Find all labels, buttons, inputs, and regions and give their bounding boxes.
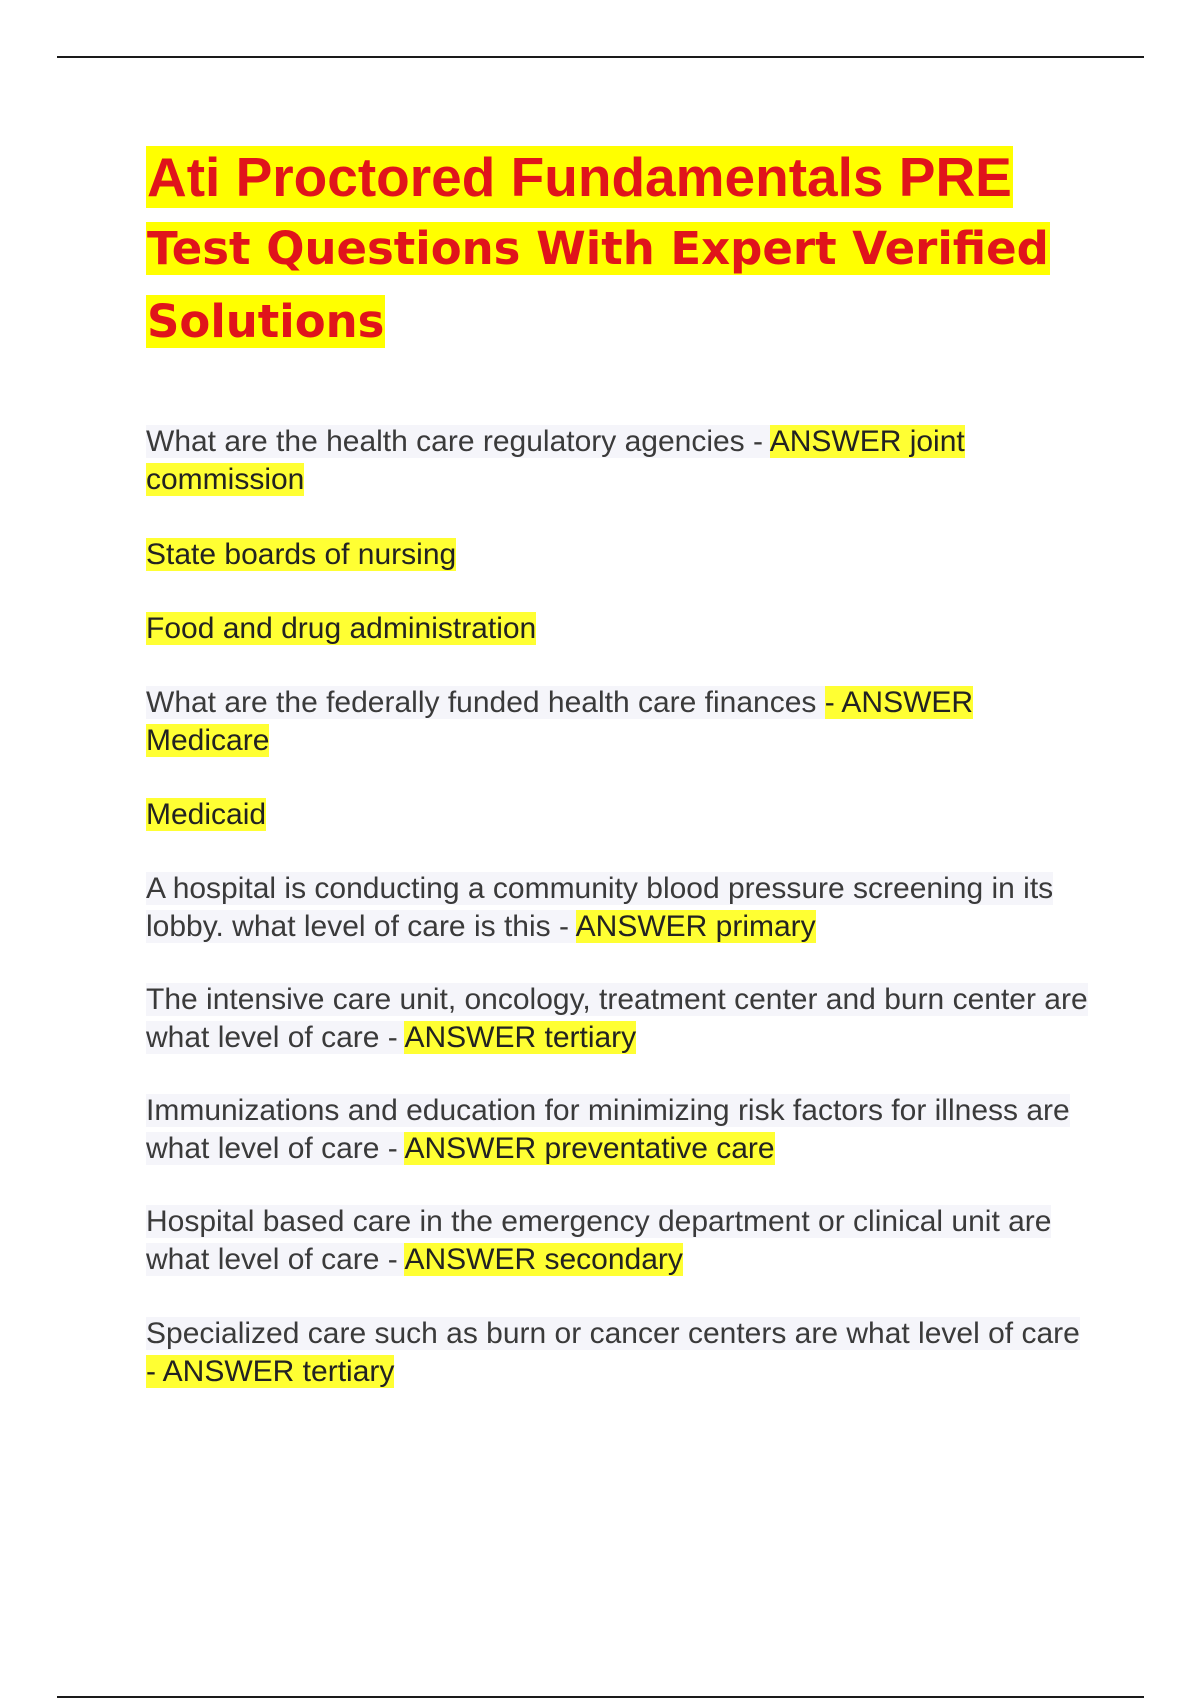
qa-item bbox=[146, 870, 1091, 946]
qa-item bbox=[146, 423, 1091, 499]
document-title-line-3: Solutions bbox=[147, 295, 385, 348]
question-text: A hospital is conducting a community blood pressure screening in its lobby. what level of care is this - bbox=[146, 872, 1054, 943]
question-text: The intensive care unit, oncology, treatment center and burn center are what level of care - bbox=[146, 983, 1088, 1054]
document-title-line-2: Test Questions With Expert Verified bbox=[147, 222, 1049, 275]
qa-item bbox=[146, 684, 1091, 760]
answer-text: - ANSWER tertiary bbox=[146, 1355, 395, 1388]
answer-text: State boards of nursing bbox=[146, 538, 457, 571]
qa-item bbox=[146, 1203, 1091, 1279]
answer-text: Medicaid bbox=[146, 798, 267, 831]
top-rule bbox=[57, 56, 1144, 58]
answer-text: ANSWER secondary bbox=[404, 1243, 683, 1276]
qa-item bbox=[146, 1315, 1091, 1391]
answer-text: ANSWER tertiary bbox=[404, 1021, 637, 1054]
qa-item bbox=[146, 1092, 1091, 1168]
question-text: What are the health care regulatory agencies - bbox=[146, 425, 770, 458]
answer-text: ANSWER joint commission bbox=[146, 425, 965, 496]
qa-item bbox=[146, 981, 1091, 1057]
question-text: Specialized care such as burn or cancer centers are what level of care bbox=[146, 1317, 1080, 1350]
answer-text: - ANSWER Medicare bbox=[146, 686, 974, 757]
bottom-rule bbox=[57, 1696, 1144, 1698]
qa-item bbox=[146, 796, 1091, 834]
qa-item bbox=[146, 610, 1091, 648]
question-text: Hospital based care in the emergency department or clinical unit are what level of care - bbox=[146, 1205, 1052, 1276]
qa-item bbox=[146, 536, 1091, 574]
document-title-line-1: Ati Proctored Fundamentals PRE bbox=[147, 146, 1012, 208]
question-text: Immunizations and education for minimizing risk factors for illness are what level of care - bbox=[146, 1094, 1070, 1165]
answer-text: ANSWER primary bbox=[575, 910, 816, 943]
question-text: What are the federally funded health care finances bbox=[146, 686, 825, 719]
answer-text: Food and drug administration bbox=[146, 612, 537, 645]
answer-text: ANSWER preventative care bbox=[404, 1132, 775, 1165]
